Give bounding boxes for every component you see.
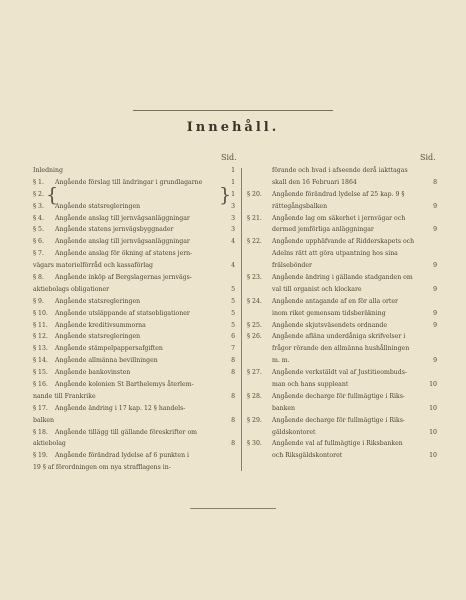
page-number: 5: [231, 309, 235, 317]
toc-entry: [247, 272, 437, 284]
entry-text: Angående decharge för fullmägtige i Riks-: [272, 392, 405, 400]
page-number: 5: [231, 285, 235, 293]
toc-entry: [247, 367, 437, 379]
entry-text: dermed jemförliga anläggningar: [272, 226, 374, 234]
entry-text: Angående förändrad lydelse af 6 punkten i: [55, 452, 190, 460]
toc-entry: [247, 427, 437, 439]
right-brace: }: [219, 184, 232, 206]
page-number: 1: [231, 167, 235, 174]
toc-entry: [247, 177, 437, 189]
section-number: § 23.: [247, 274, 262, 282]
page-number: 8: [231, 440, 235, 448]
page-number: 9: [433, 226, 437, 234]
toc-entry: [247, 213, 437, 225]
section-number: § 6.: [33, 238, 44, 246]
section-number: § 11.: [33, 321, 48, 329]
toc-entry: [247, 236, 437, 248]
entry-text: Angående ändring i 17 kap. 12 § handels-: [55, 404, 186, 412]
section-number: § 27.: [247, 369, 262, 377]
section-number: § 9.: [33, 297, 44, 305]
toc-entry: [33, 284, 235, 296]
entry-text: Angående kreditivsummorna: [55, 321, 146, 329]
entry-text: balken: [33, 416, 55, 424]
toc-entry: [33, 201, 235, 213]
top-rule: [133, 110, 333, 111]
page-number: 1: [231, 178, 235, 186]
toc-entry: [33, 165, 235, 177]
page-number: 10: [429, 381, 437, 389]
section-number: § 3.: [33, 202, 44, 210]
entry-text: 19 § af förordningen om nya strafflagens in-: [33, 464, 171, 472]
toc-entry: [33, 403, 235, 415]
page-number: 10: [429, 452, 437, 460]
toc-entry: [247, 224, 437, 236]
entry-text: Angående upphäfvande af Ridderskapets och: [272, 238, 415, 246]
entry-text: Angående decharge för fullmägtige i Riks-: [272, 416, 405, 424]
toc-entry: [247, 438, 437, 450]
toc-entry: [33, 272, 235, 284]
section-number: § 19.: [33, 452, 48, 460]
toc-entry: [33, 236, 235, 248]
column-divider: [241, 168, 242, 471]
bottom-rule: [190, 508, 276, 509]
entry-text: Angående tillägg till gällande föreskrifter om: [55, 428, 198, 436]
section-number: § 12.: [33, 333, 48, 341]
toc-entry: [33, 308, 235, 320]
entry-text: förande och hvad i afseende derå iakttagas: [272, 167, 408, 174]
page-number: 10: [429, 428, 437, 436]
page-number: 9: [433, 321, 437, 329]
entry-text: Angående förändrad lydelse af 25 kap. 9 §: [272, 190, 405, 198]
section-number: § 29.: [247, 416, 262, 424]
page-number: 7: [231, 345, 235, 353]
page-number: 8: [231, 369, 235, 377]
section-number: § 17.: [33, 404, 48, 412]
section-number: § 5.: [33, 226, 44, 234]
page-number: 3: [231, 214, 235, 222]
entry-text: rättegångsbalken: [272, 202, 328, 210]
page-number: 8: [231, 357, 235, 365]
toc-entry: [247, 343, 437, 355]
toc-entry: [33, 343, 235, 355]
entry-text: m. m.: [272, 357, 290, 365]
section-number: § 18.: [33, 428, 48, 436]
toc-entry: [247, 379, 437, 391]
entry-text: Angående bankovinsten: [55, 369, 131, 377]
entry-text: Angående utsläppande af statsobligationer: [55, 309, 190, 317]
entry-text: Angående skjutsväsendets ordnande: [272, 321, 388, 329]
toc-entry: [33, 450, 235, 462]
section-number: § 24.: [247, 297, 262, 305]
section-number: § 28.: [247, 392, 262, 400]
entry-text: val till organist och klockare: [272, 285, 362, 293]
page-number: 4: [231, 262, 235, 270]
page-number: 8: [231, 416, 235, 424]
entry-text: inom riket gemensam tidsberäkning: [272, 309, 386, 317]
section-number: § 4.: [33, 214, 44, 222]
toc-right-column: [247, 165, 437, 462]
entry-text: banken: [272, 404, 296, 412]
page-number: 5: [231, 321, 235, 329]
page-number: 9: [433, 285, 437, 293]
toc-entry: [247, 189, 437, 201]
entry-text: Angående inköp af Bergslagernas jernvägs-: [55, 274, 192, 282]
toc-entry: [33, 248, 235, 260]
entry-text: aktiebolag: [33, 440, 66, 448]
entry-text: man och hans suppleant: [272, 381, 349, 389]
entry-text: Angående statsregleringen: [55, 297, 141, 305]
section-number: § 10.: [33, 309, 48, 317]
entry-text: Angående afläna underdåniga skrifvelser i: [272, 333, 406, 341]
entry-text: Angående lag om säkerhet i jernvägar och: [272, 214, 406, 222]
toc-entry: [247, 320, 437, 332]
toc-entry: [247, 331, 437, 343]
toc-entry: [33, 213, 235, 225]
entry-text: och Riksgäldskontoret: [272, 452, 343, 460]
section-number: § 13.: [33, 345, 48, 353]
section-number: § 7.: [33, 250, 44, 258]
page-number: 5: [231, 297, 235, 305]
page-number: 9: [433, 357, 437, 365]
section-number: § 26.: [247, 333, 262, 341]
left-page-header: Sid.: [221, 153, 237, 162]
toc-entry: [33, 224, 235, 236]
entry-text: Angående statsregleringen: [55, 333, 141, 341]
toc-entry: [33, 438, 235, 450]
section-number: § 22.: [247, 238, 262, 246]
entry-text: nande till Frankrike: [33, 392, 96, 400]
left-brace: {: [46, 184, 59, 206]
page-number: 9: [433, 262, 437, 270]
section-number: § 1.: [33, 178, 44, 186]
toc-entry: [247, 355, 437, 367]
entry-text: Angående statsregleringen: [55, 202, 141, 210]
toc-entry: [33, 391, 235, 403]
section-number: § 8.: [33, 274, 44, 282]
page-number: 3: [231, 202, 235, 210]
entry-text: Angående förslag till ändringar i grundlagarne: [55, 178, 203, 186]
page-number: 6: [231, 333, 235, 341]
toc-entry: [33, 415, 235, 427]
section-number: § 25.: [247, 321, 262, 329]
section-number: § 30.: [247, 440, 262, 448]
toc-entry: [33, 427, 235, 439]
toc-entry: [33, 260, 235, 272]
entry-text: Angående statens jernvägsbyggnader: [55, 226, 174, 234]
section-number: § 21.: [247, 214, 262, 222]
toc-entry: [33, 320, 235, 332]
page-number: 9: [433, 202, 437, 210]
toc-entry: [33, 296, 235, 308]
entry-text: Angående ändring i gällande stadganden om: [272, 274, 413, 282]
entry-text: frälsebönder: [272, 262, 313, 270]
page-number: 8: [231, 392, 235, 400]
toc-entry: [33, 177, 235, 189]
entry-text: Angående anslag för ökning af statens jern-: [55, 250, 193, 258]
toc-entry: [33, 355, 235, 367]
entry-text: vägars materielförråd och kassaförlag: [33, 262, 153, 270]
toc-entry: [247, 296, 437, 308]
section-number: § 16.: [33, 381, 48, 389]
entry-text: Inledning: [33, 167, 63, 174]
entry-text: Angående verkstäldt val af Justitieombuds-: [272, 369, 408, 377]
entry-text: Angående stämpelpappersafgiften: [55, 345, 163, 353]
entry-text: gäldskontoret: [272, 428, 316, 436]
toc-entry: [33, 462, 235, 474]
entry-text: Angående allmänna bevillningen: [55, 357, 158, 365]
entry-text: frågor rörande den allmänna hushållningen: [272, 345, 410, 353]
section-number: § 2.: [33, 190, 44, 198]
page-number: 4: [231, 238, 235, 246]
page-number: 8: [433, 178, 437, 186]
toc-entry: [33, 379, 235, 391]
entry-text: Angående val af fullmägtige i Riksbanken: [272, 440, 403, 448]
toc-left-column: [33, 165, 235, 474]
entry-text: aktiebolags obligationer: [33, 285, 110, 293]
page-title: Innehåll.: [186, 120, 280, 135]
section-number: § 20.: [247, 190, 262, 198]
section-number: § 14.: [33, 357, 48, 365]
toc-entry: [247, 403, 437, 415]
entry-text: Angående kolonien St Barthelemys återlem-: [55, 381, 194, 389]
toc-entry: [247, 415, 437, 427]
section-number: § 15.: [33, 369, 48, 377]
toc-entry: [247, 201, 437, 213]
toc-entry: [247, 165, 437, 177]
entry-text: Adelns rätt att göra utpantning hos sina: [272, 250, 398, 258]
page-number: 9: [433, 309, 437, 317]
toc-entry: [247, 248, 437, 260]
toc-entry: [247, 260, 437, 272]
page-number: 3: [231, 226, 235, 234]
toc-entry: [247, 308, 437, 320]
toc-entry: [33, 331, 235, 343]
entry-text: Angående anslag till jernvägsanläggningar: [55, 238, 190, 246]
entry-text: skall den 16 Februari 1864: [272, 178, 357, 186]
toc-entry: [247, 284, 437, 296]
page-number: 10: [429, 404, 437, 412]
page-number: 1: [231, 190, 235, 198]
toc-entry: [247, 450, 437, 462]
toc-entry: [33, 367, 235, 379]
entry-text: Angående antagande af en för alla orter: [272, 297, 399, 305]
toc-entry: [33, 189, 235, 201]
toc-entry: [247, 391, 437, 403]
right-page-header: Sid.: [420, 153, 436, 162]
entry-text: Angående anslag till jernvägsanläggningar: [55, 214, 190, 222]
